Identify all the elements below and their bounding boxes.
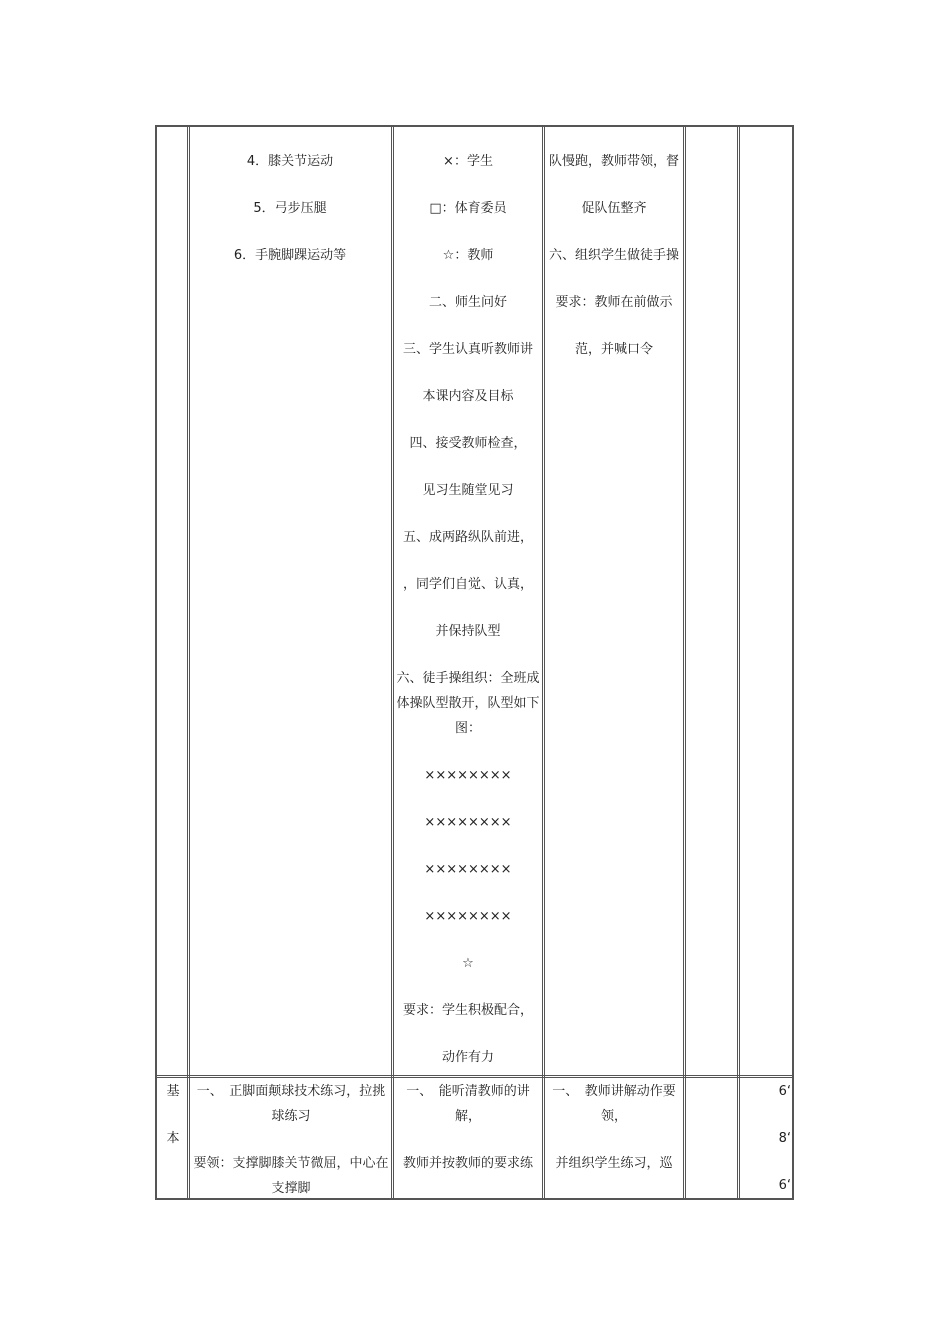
student-line: 教师并按教师的要求练 [402,1156,533,1171]
teacher-line: 要求：教师在前做示 [555,295,673,310]
teacher-line: 六、组织学生做徒手操 [548,248,679,263]
formation-row: ×××××××× [424,815,512,830]
time-value: 6‘ [778,1084,791,1099]
teacher-line: 队慢跑，教师带领，督 [548,154,679,169]
student-line: □：体育委员 [429,201,507,216]
student-line: 五、成两路纵队前进， [402,530,533,545]
student-line: 六、徒手操组织：全班成体操队型散开，队型如下图： [396,671,540,736]
exercise-item: 4．膝关节运动 [246,154,334,169]
exercise-item: 5．弓步压腿 [253,201,327,216]
student-line: 并保持队型 [435,624,501,639]
bottom-col4 [546,1079,682,1176]
time-value: 8‘ [778,1131,791,1146]
teacher-line: 范，并喊口令 [574,342,653,357]
teacher-line: 并组织学生练习，巡 [555,1156,673,1171]
student-line: 本课内容及目标 [422,389,514,404]
student-line: 二、师生问好 [428,295,507,310]
student-line: 要求：学生积极配合， [402,1003,533,1018]
section-label: 本 [166,1131,180,1146]
teacher-line: 一、 教师讲解动作要领， [552,1084,676,1124]
student-line: ×：学生 [443,154,493,169]
student-line: 四、接受教师检查， [409,436,527,451]
time-value: 6‘ [778,1178,791,1193]
student-line: 一、 能听清教师的讲解， [406,1084,530,1124]
row-divider [157,1075,792,1078]
formation-row: ×××××××× [424,862,512,877]
col-divider [391,127,394,1198]
student-line: ，同学们自觉、认真， [402,577,533,592]
col-divider [737,127,740,1198]
content-line: 一、 正脚面颠球技术练习，拉挑球练习 [196,1084,386,1124]
top-col3 [395,149,541,1070]
teacher-line: 促队伍整齐 [581,201,647,216]
student-line: 三、学生认真听教师讲 [402,342,533,357]
student-line: 动作有力 [441,1050,494,1065]
col-divider [542,127,545,1198]
formation-row: ×××××××× [424,909,512,924]
bottom-col2 [193,1079,389,1201]
formation-row: ×××××××× [424,768,512,783]
teacher-star: ☆ [462,956,474,971]
student-line: 见习生随堂见习 [422,483,514,498]
content-line: 要领：支撑脚膝关节微屈，中心在支撑脚 [193,1156,389,1196]
student-line: ☆：教师 [442,248,494,263]
bottom-col1 [159,1079,187,1151]
bottom-col3 [395,1079,541,1176]
col-divider [683,127,686,1198]
top-col4 [546,149,682,384]
bottom-col6 [741,1079,791,1198]
exercise-item: 6．手腕脚踝运动等 [233,248,347,263]
col-divider [187,127,190,1198]
lesson-plan-table [155,125,794,1200]
top-col2 [191,149,389,290]
section-label: 基 [166,1084,180,1099]
